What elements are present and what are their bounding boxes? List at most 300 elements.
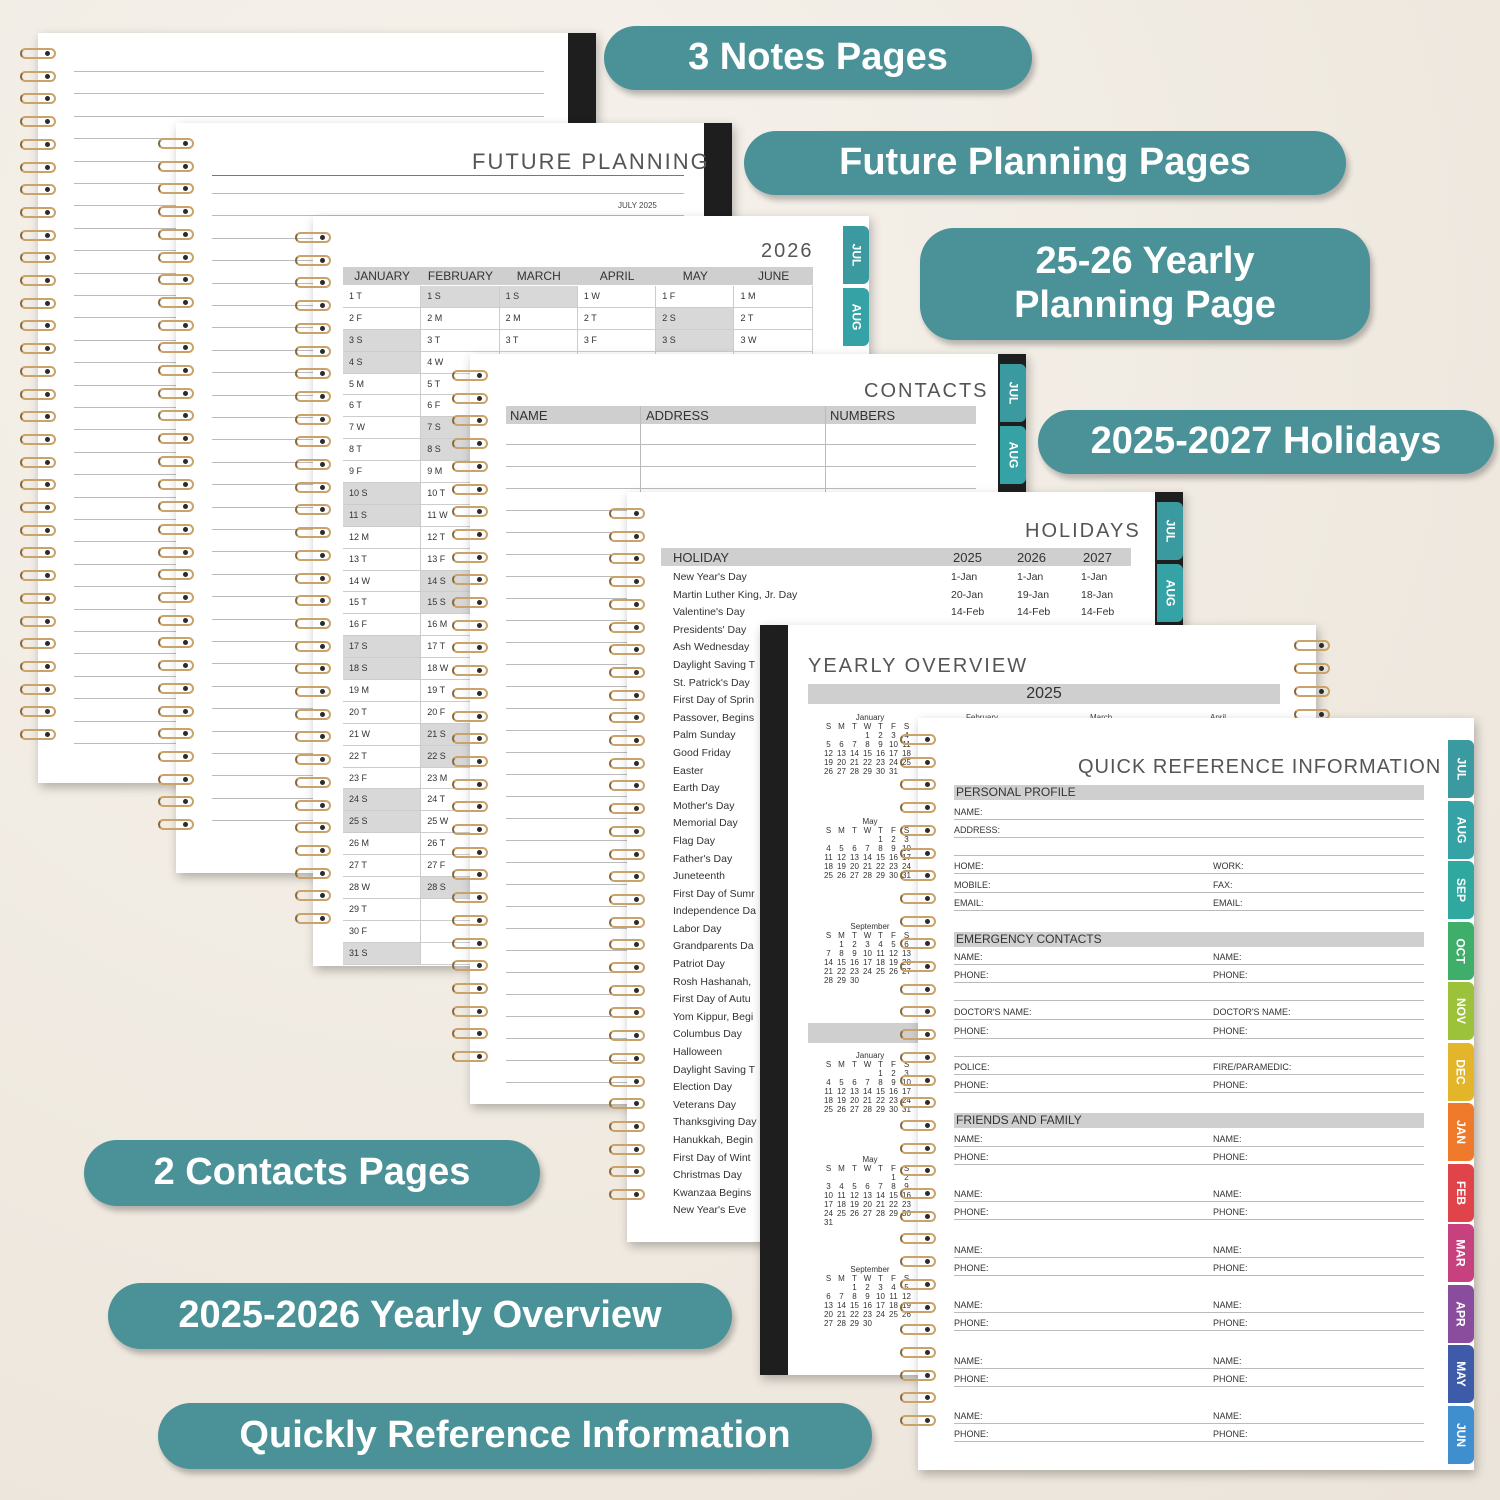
day-cell: 19 T (421, 680, 499, 701)
holiday-name: Daylight Saving T (673, 658, 756, 671)
coil-ring (609, 758, 645, 769)
tab-jul[interactable] (1448, 740, 1474, 798)
coil-ring (452, 574, 488, 585)
mini-day: 13 (837, 749, 846, 758)
mini-day: 18 (889, 1301, 898, 1310)
coil-ring (158, 342, 194, 353)
coil-ring (900, 848, 936, 859)
tab-jul[interactable]: JUL (1157, 502, 1183, 560)
day-cell: 13 F (421, 549, 499, 570)
mini-day: 13 (902, 949, 911, 958)
dow: F (891, 931, 896, 940)
mini-day: 20 (863, 1200, 872, 1209)
tab-jan[interactable] (1448, 1103, 1474, 1161)
coil-ring (609, 1007, 645, 1018)
coil-ring (158, 433, 194, 444)
holiday-name: Valentine's Day (673, 606, 745, 619)
mini-day: 6 (852, 844, 857, 853)
tab-label: JUN (1453, 1422, 1468, 1447)
holiday-name: Earth Day (673, 782, 720, 795)
section-header: PERSONAL PROFILE (954, 785, 1424, 800)
tab-jun[interactable] (1448, 1406, 1474, 1464)
coil-ring (452, 552, 488, 563)
mini-day: 8 (839, 949, 844, 958)
day-cell: 13 T (343, 549, 421, 570)
field-label: NAME: (954, 1300, 983, 1310)
mini-day: 12 (889, 949, 898, 958)
tab-label: JAN (1453, 1119, 1468, 1145)
holiday-name: Veterans Day (673, 1098, 737, 1111)
coil-ring (20, 547, 56, 558)
tab-jul[interactable]: JUL (843, 226, 869, 284)
coil-ring (609, 849, 645, 860)
dow: S (825, 1274, 832, 1283)
day-row (343, 308, 813, 330)
mini-day: 9 (865, 1292, 870, 1301)
coil-ring (452, 960, 488, 971)
mini-calendar-dow (822, 722, 918, 731)
day-cell: 1 T (343, 286, 421, 307)
mini-day: 5 (826, 740, 831, 749)
coil-ring (1294, 663, 1330, 674)
field-label: FAX: (1213, 880, 1233, 890)
day-cell: 14 S (421, 571, 499, 592)
day-cell: 21 W (343, 724, 421, 745)
coil-ring (452, 756, 488, 767)
yearly-year: 2026 (761, 240, 814, 262)
tab-sep[interactable] (1448, 861, 1474, 919)
field-line (954, 910, 1424, 911)
mini-day (822, 731, 835, 740)
coil-ring (158, 365, 194, 376)
field-line (954, 1056, 1424, 1057)
coil-ring (609, 1144, 645, 1155)
dow: F (891, 826, 896, 835)
holiday-name: Grandparents Da (673, 940, 754, 953)
tab-nov[interactable] (1448, 982, 1474, 1040)
coil-ring (900, 779, 936, 790)
mini-day: 7 (826, 949, 831, 958)
badge-yearly-overview: 2025-2026 Yearly Overview (108, 1283, 732, 1349)
mini-day: 17 (876, 1301, 885, 1310)
mini-day: 28 (837, 1319, 846, 1328)
mini-day: 8 (878, 844, 883, 853)
field-label: PHONE: (1213, 1374, 1248, 1384)
mini-day: 17 (902, 853, 911, 862)
holiday-name: Memorial Day (673, 817, 738, 830)
field-label: EMAIL: (954, 898, 984, 908)
coil-ring (452, 642, 488, 653)
coil-ring (20, 343, 56, 354)
mini-day: 9 (891, 844, 896, 853)
coil-ring (609, 1030, 645, 1041)
holiday-name: Passover, Begins (673, 711, 755, 724)
coil-ring (452, 529, 488, 540)
mini-day: 13 (863, 1191, 872, 1200)
tab-feb[interactable] (1448, 1164, 1474, 1222)
mini-day: 9 (878, 740, 883, 749)
day-cell: 7 S (421, 417, 499, 438)
day-cell: 19 M (343, 680, 421, 701)
day-cell: 4 W (421, 352, 499, 373)
dow: S (903, 1274, 910, 1283)
holiday-name: Presidents' Day (673, 623, 747, 636)
tab-oct[interactable] (1448, 922, 1474, 980)
coil-ring (900, 1233, 936, 1244)
coil-ring (295, 913, 331, 924)
tab-apr[interactable] (1448, 1285, 1474, 1343)
coil-ring (20, 616, 56, 627)
coil-ring (158, 683, 194, 694)
coil-ring (900, 1347, 936, 1358)
mini-day: 11 (837, 1191, 846, 1200)
coil-ring (20, 252, 56, 263)
field-line (954, 982, 1424, 983)
mini-day: 20 (902, 958, 911, 967)
mini-day (848, 1173, 861, 1182)
field-label: NAME: (1213, 1300, 1242, 1310)
ruled-line (506, 488, 976, 489)
day-cell: 26 T (421, 833, 499, 854)
badge-line: Planning Page (1014, 284, 1276, 326)
tab-jul[interactable]: JUL (1000, 364, 1026, 422)
field-label: NAME: (954, 1356, 983, 1366)
day-cell: 12 T (421, 527, 499, 548)
coil-ring (20, 411, 56, 422)
coil-ring (609, 576, 645, 587)
mini-day: 21 (837, 1310, 846, 1319)
coil-ring (295, 845, 331, 856)
mini-day: 22 (876, 1096, 885, 1105)
mini-day: 6 (865, 1182, 870, 1191)
mini-calendar-week (822, 949, 918, 958)
mini-day (835, 1283, 848, 1292)
holiday-date: 20-Jan (951, 588, 984, 601)
overview-year-band (808, 684, 1280, 704)
mini-day: 4 (826, 844, 831, 853)
day-cell: 2 T (734, 308, 812, 329)
coil-ring (900, 1188, 936, 1199)
field-label: NAME: (1213, 1411, 1242, 1421)
holidays-header (661, 548, 1131, 566)
month-header: MAY (682, 269, 708, 283)
coil-ring (158, 456, 194, 467)
mini-day: 18 (824, 1096, 833, 1105)
mini-day: 17 (824, 1200, 833, 1209)
quick-reference-page (918, 718, 1474, 1470)
field-label: PHONE: (1213, 1152, 1248, 1162)
coil-ring (20, 366, 56, 377)
coil-ring (158, 161, 194, 172)
mini-day: 3 (891, 731, 896, 740)
dow: W (863, 1164, 872, 1173)
coil-ring (452, 370, 488, 381)
field-line (954, 837, 1424, 838)
coil-ring (158, 229, 194, 240)
dow: T (878, 931, 883, 940)
mini-day: 10 (902, 1078, 911, 1087)
day-cell: 15 S (421, 592, 499, 613)
mini-day (822, 940, 835, 949)
future-month-label: JULY 2025 (618, 201, 657, 210)
coil-ring (295, 414, 331, 425)
mini-day (835, 731, 848, 740)
coil-ring (295, 346, 331, 357)
month-header: JUNE (757, 269, 790, 283)
coil-ring (900, 1143, 936, 1154)
mini-day: 24 (889, 758, 898, 767)
mini-day: 22 (876, 862, 885, 871)
badge-contacts: 2 Contacts Pages (84, 1140, 540, 1206)
mini-day: 26 (902, 1310, 911, 1319)
coil-ring (900, 1097, 936, 1108)
mini-day: 21 (863, 862, 872, 871)
mini-day: 16 (889, 1087, 898, 1096)
day-cell: 14 W (343, 571, 421, 592)
mini-day: 9 (852, 949, 857, 958)
mini-day: 4 (878, 940, 883, 949)
coil-ring (452, 393, 488, 404)
mini-day: 29 (876, 1105, 885, 1114)
day-cell: 3 S (656, 330, 734, 351)
mini-day (835, 835, 848, 844)
holiday-name: Palm Sunday (673, 729, 736, 742)
field-label: HOME: (954, 861, 984, 871)
ruled-line (506, 444, 976, 445)
mini-day: 3 (865, 940, 870, 949)
tab-aug[interactable]: AUG (843, 288, 869, 346)
mini-day: 24 (876, 1310, 885, 1319)
coil-ring (452, 847, 488, 858)
mini-day: 6 (904, 940, 909, 949)
field-label: NAME: (954, 1189, 983, 1199)
coil-ring (609, 690, 645, 701)
day-cell: 15 T (343, 592, 421, 613)
dow: S (825, 1164, 832, 1173)
coil-ring (452, 415, 488, 426)
mini-day: 27 (850, 871, 859, 880)
dow: M (838, 722, 845, 731)
coil-ring (20, 93, 56, 104)
tab-aug[interactable]: AUG (1157, 564, 1183, 622)
mini-day: 11 (876, 949, 885, 958)
holiday-name: Election Day (673, 1081, 732, 1094)
coil-ring (158, 206, 194, 217)
day-cell: 2 S (656, 308, 734, 329)
field-label: PHONE: (1213, 1318, 1248, 1328)
coil-ring (20, 502, 56, 513)
dow: T (852, 1274, 857, 1283)
mini-calendar-month: September (850, 1265, 890, 1274)
coil-ring (900, 1052, 936, 1063)
holiday-name: Patriot Day (673, 958, 725, 971)
month-header: MARCH (516, 269, 561, 283)
mini-day: 16 (850, 958, 859, 967)
mini-day: 28 (863, 871, 872, 880)
dow: S (825, 722, 832, 731)
field-label: PHONE: (1213, 1080, 1248, 1090)
dow: F (891, 1274, 896, 1283)
mini-day: 9 (891, 1078, 896, 1087)
field-line (954, 1257, 1424, 1258)
dow: T (852, 722, 857, 731)
coil-ring (158, 819, 194, 830)
holiday-name: Rosh Hashanah, (673, 975, 752, 988)
mini-calendar (822, 1265, 918, 1328)
holiday-name: Labor Day (673, 922, 722, 935)
mini-day: 31 (902, 1105, 911, 1114)
tab-mar[interactable] (1448, 1224, 1474, 1282)
day-cell: 9 F (343, 461, 421, 482)
coil-ring (900, 1279, 936, 1290)
tab-aug[interactable]: AUG (1000, 426, 1026, 484)
mini-day: 29 (863, 767, 872, 776)
mini-day: 27 (902, 967, 911, 976)
contacts-title: CONTACTS (864, 380, 989, 402)
mini-day: 19 (902, 1301, 911, 1310)
tab-aug[interactable] (1448, 801, 1474, 859)
coil-ring (20, 525, 56, 536)
coil-ring (609, 962, 645, 973)
coil-ring (609, 508, 645, 519)
mini-day: 24 (863, 967, 872, 976)
day-cell: 12 M (343, 527, 421, 548)
mini-day: 26 (837, 1105, 846, 1114)
coil-ring (158, 706, 194, 717)
mini-day: 3 (904, 1069, 909, 1078)
day-cell: 11 S (343, 505, 421, 526)
mini-day: 14 (876, 1191, 885, 1200)
field-label: FIRE/PARAMEDIC: (1213, 1062, 1292, 1072)
coil-ring (900, 1120, 936, 1131)
coil-ring (20, 389, 56, 400)
mini-day: 12 (850, 1191, 859, 1200)
dow: W (863, 1274, 872, 1283)
mini-day: 21 (863, 1096, 872, 1105)
coil-ring (20, 320, 56, 331)
mini-day: 30 (889, 1105, 898, 1114)
coil-ring (158, 728, 194, 739)
holiday-name: Ash Wednesday (673, 641, 750, 654)
coil-ring (609, 531, 645, 542)
coil-ring (609, 985, 645, 996)
field-label: PHONE: (954, 1263, 989, 1273)
mini-day: 19 (850, 1200, 859, 1209)
month-header: FEBRUARY (427, 269, 494, 283)
coil-ring (609, 826, 645, 837)
field-line (954, 964, 1424, 965)
mini-day: 15 (863, 749, 872, 758)
field-label: PHONE: (954, 1080, 989, 1090)
mini-calendar-week (822, 1200, 918, 1209)
day-cell: 16 F (343, 614, 421, 635)
coil-ring (452, 620, 488, 631)
mini-day (848, 1069, 861, 1078)
mini-day: 6 (852, 1078, 857, 1087)
mini-day (861, 1218, 874, 1227)
field-label: PHONE: (954, 970, 989, 980)
mini-day: 22 (837, 967, 846, 976)
coil-ring (158, 751, 194, 762)
coil-ring (295, 255, 331, 266)
coil-ring (609, 1121, 645, 1132)
mini-day: 4 (826, 1078, 831, 1087)
mini-day: 6 (839, 740, 844, 749)
contacts-header (506, 406, 976, 424)
mini-day: 14 (824, 958, 833, 967)
mini-day: 7 (865, 844, 870, 853)
mini-day: 19 (837, 1096, 846, 1105)
mini-day: 29 (837, 976, 846, 985)
tab-label: NOV (1454, 997, 1469, 1025)
tab-label: SEP (1453, 877, 1468, 903)
mini-day: 2 (891, 835, 896, 844)
field-line (954, 873, 1424, 874)
tab-dec[interactable] (1448, 1043, 1474, 1101)
day-cell: 18 S (343, 658, 421, 679)
coil-ring (609, 553, 645, 564)
coil-ring (452, 688, 488, 699)
day-cell: 1 M (734, 286, 812, 307)
tab-label: MAR (1454, 1239, 1469, 1267)
mini-day: 14 (863, 853, 872, 862)
coil-ring (295, 731, 331, 742)
day-cell: 26 M (343, 833, 421, 854)
mini-calendar-month: May (862, 1155, 878, 1164)
coil-ring (20, 479, 56, 490)
mini-calendar-week (822, 1087, 918, 1096)
day-cell: 31 S (343, 943, 421, 964)
holiday-date: 14-Feb (1081, 606, 1115, 619)
mini-day: 8 (891, 1182, 896, 1191)
mini-day: 18 (902, 749, 911, 758)
day-cell: 3 T (500, 330, 578, 351)
coil-ring (609, 1053, 645, 1064)
coil-ring (295, 709, 331, 720)
holiday-name: First Day of Autu (673, 993, 751, 1006)
mini-day: 6 (826, 1292, 831, 1301)
mini-day: 4 (904, 731, 909, 740)
mini-day: 23 (889, 862, 898, 871)
mini-day: 17 (889, 749, 898, 758)
coil-ring (158, 547, 194, 558)
tab-may[interactable] (1448, 1345, 1474, 1403)
coil-ring (452, 484, 488, 495)
field-line (954, 1330, 1424, 1331)
day-cell: 3 S (343, 330, 421, 351)
field-label: PHONE: (1213, 970, 1248, 980)
coil-ring (452, 711, 488, 722)
dow: M (838, 931, 845, 940)
mini-day: 3 (904, 835, 909, 844)
mini-day: 3 (878, 1283, 883, 1292)
coil-ring (900, 893, 936, 904)
day-cell: 1 S (500, 286, 578, 307)
dow: S (825, 1060, 832, 1069)
coil-ring (295, 436, 331, 447)
day-cell: 6 T (343, 395, 421, 416)
field-label: NAME: (954, 952, 983, 962)
coil-ring (900, 1075, 936, 1086)
field-label: WORK: (1213, 861, 1244, 871)
coil-ring (452, 438, 488, 449)
mini-calendar-week (822, 767, 918, 776)
holiday-name: Kwanzaa Begins (673, 1186, 752, 1199)
coil-ring (900, 1006, 936, 1017)
mini-day: 13 (850, 1087, 859, 1096)
coil-ring (452, 597, 488, 608)
mini-day: 8 (878, 1078, 883, 1087)
